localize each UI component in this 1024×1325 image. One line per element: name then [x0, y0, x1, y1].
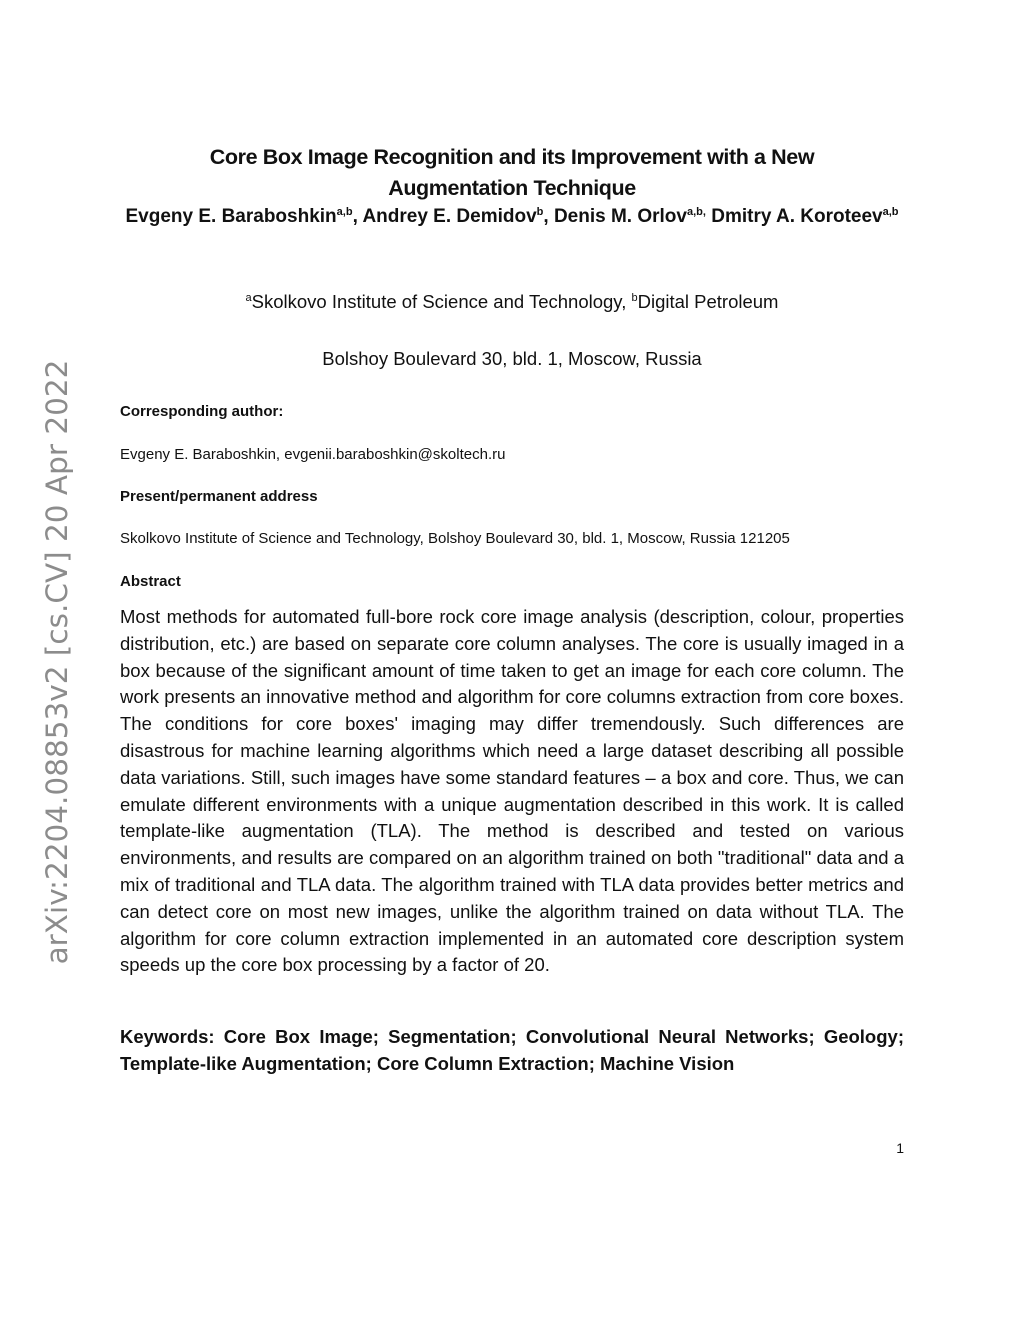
present-address-label: Present/permanent address [120, 488, 318, 505]
author-name: Andrey E. Demidov [362, 206, 537, 227]
abstract-heading: Abstract [120, 573, 181, 590]
affiliation-b: Digital Petroleum [637, 291, 779, 312]
affiliation-a: Skolkovo Institute of Science and Technology, [251, 291, 632, 312]
author-list [120, 203, 904, 231]
affiliations [120, 289, 904, 315]
author-name: Evgeny E. Baraboshkin [125, 206, 337, 227]
author-separator: , [352, 206, 363, 227]
author-name: Denis M. Orlov [553, 206, 687, 227]
affiliation-mark-a: a [245, 292, 252, 304]
title-line-1: Core Box Image Recognition and its Improvement with a New [209, 145, 815, 169]
author-affiliation-mark: a,b [336, 206, 353, 218]
arxiv-identifier-stamp: arXiv:2204.08853v2 [cs.CV] 20 Apr 2022 [40, 359, 74, 965]
author-separator: , [543, 206, 554, 227]
abstract-body: Most methods for automated full-bore rock core image analysis (description, colour, properties distribution, etc.) are based on separate core column analyses. The core is usually imaged in a box because of the significant amount of time taken to get an image for each core column. The work presents an innovative method and algorithm for core columns extraction from core boxes. The conditions for core boxes' imaging may differ tremendously. Such differences are disastrous for machine learning algorithms which need a large dataset describing all possible data variations. Still, such images have some standard features – a box and core. Thus, we can emulate different environments with a unique augmentation described in this work. It is called template-like augmentation (TLA). The method is described and tested on various environments, and results are compared on an algorithm trained on both "traditional" data and a mix of traditional and TLA data. The algorithm trained with TLA data provides better metrics and can detect core on most new images, unlike the algorithm trained on data without TLA. The algorithm for core column extraction implemented in an automated core description system speeds up the core box processing by a factor of 20. [120, 606, 904, 976]
paper-title [120, 142, 904, 204]
present-address-value: Skolkovo Institute of Science and Technology, Bolshoy Boulevard 30, bld. 1, Moscow, Russia 121205 [120, 530, 790, 547]
page-number: 1 [896, 1140, 904, 1156]
corresponding-author-label: Corresponding author: [120, 403, 284, 420]
title-line-2: Augmentation Technique [388, 176, 636, 200]
institution-address: Bolshoy Boulevard 30, bld. 1, Moscow, Russia [322, 348, 702, 369]
affiliation-mark-b: b [631, 292, 638, 304]
keywords: Keywords: Core Box Image; Segmentation; Convolutional Neural Networks; Geology; Template-like Augmentation; Core Column Extraction; Machine Vision [120, 1026, 904, 1074]
author-affiliation-mark: a,b, [686, 206, 706, 218]
corresponding-author-contact: Evgeny E. Baraboshkin, evgenii.baraboshkin@skoltech.ru [120, 446, 506, 463]
author-affiliation-mark: a,b [882, 206, 899, 218]
author-affiliation-mark: b [536, 206, 544, 218]
author-name: Dmitry A. Koroteev [711, 206, 883, 227]
